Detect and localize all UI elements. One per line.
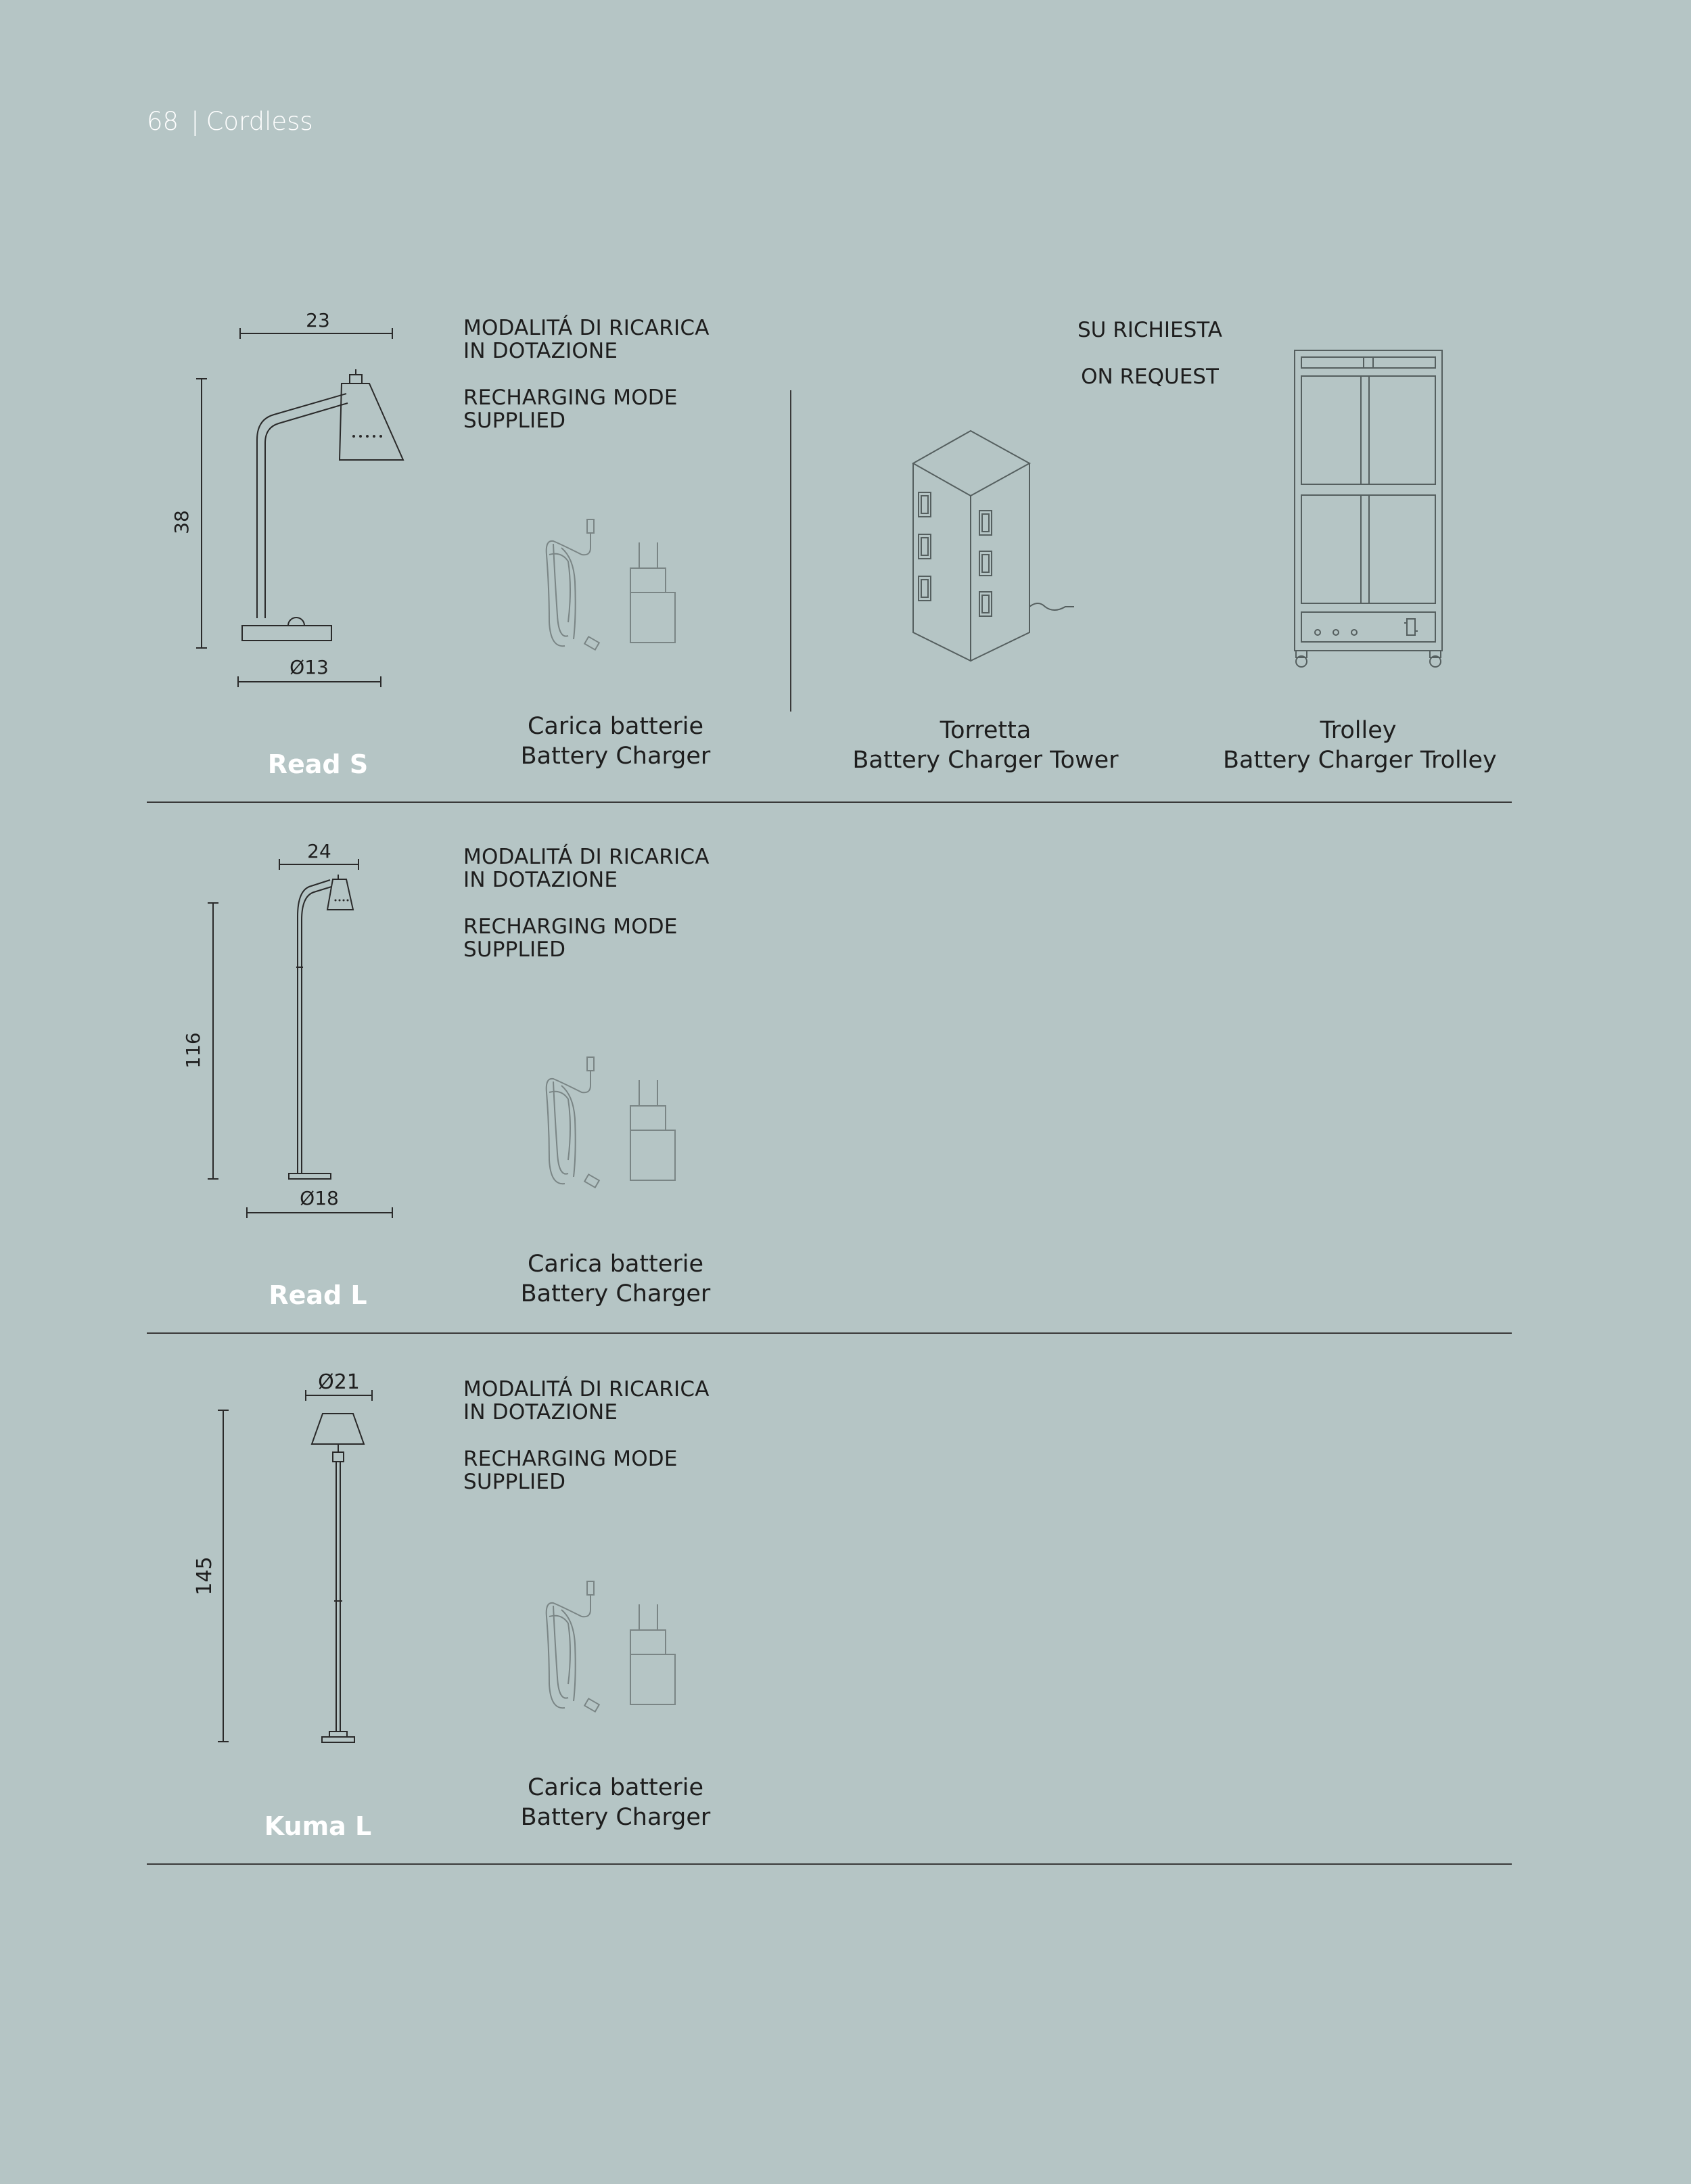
page-header: 68 | Cordless — [147, 107, 313, 136]
product-name-kuma-l: Kuma L — [264, 1811, 372, 1841]
charger-trolley-drawing — [1285, 345, 1454, 670]
row-divider — [147, 1863, 1512, 1865]
read-l-height: 116 — [182, 1032, 204, 1069]
recharge-mode-label: MODALITÁ DI RICARICA IN DOTAZIONE RECHARGING MODE SUPPLIED — [463, 316, 710, 433]
charger-caption: Carica batterie Battery Charger — [520, 1251, 711, 1307]
read-l-base: Ø18 — [300, 1187, 339, 1209]
row-divider — [147, 801, 1512, 803]
row-divider — [147, 1332, 1512, 1334]
kuma-l-drawing — [183, 1363, 399, 1755]
charger-tower-drawing — [900, 423, 1075, 666]
kuma-l-width: Ø21 — [318, 1370, 360, 1394]
charger-icon — [534, 514, 690, 663]
divider-vertical — [790, 390, 791, 712]
read-l-width: 24 — [307, 840, 331, 862]
recharge-mode-label: MODALITÁ DI RICARICA IN DOTAZIONE RECHARGING MODE SUPPLIED — [463, 1377, 710, 1494]
read-s-width: 23 — [306, 309, 330, 331]
on-request-it: SU RICHIESTA — [1077, 318, 1222, 342]
tower-caption: Torretta Battery Charger Tower — [852, 717, 1119, 774]
charger-caption: Carica batterie Battery Charger — [520, 1774, 711, 1831]
charger-caption: Carica batterie Battery Charger — [520, 713, 711, 770]
read-s-drawing — [156, 304, 426, 697]
on-request-en: ON REQUEST — [1081, 365, 1219, 389]
trolley-caption: Trolley Battery Charger Trolley — [1223, 717, 1497, 774]
product-name-read-s: Read S — [267, 749, 369, 779]
section-title: Cordless — [206, 107, 313, 136]
charger-icon — [534, 1052, 690, 1201]
recharge-mode-label: MODALITÁ DI RICARICA IN DOTAZIONE RECHARGING MODE SUPPLIED — [463, 845, 710, 962]
kuma-l-height: 145 — [193, 1556, 216, 1596]
read-l-drawing — [176, 835, 419, 1228]
read-s-height: 38 — [170, 510, 193, 534]
page-number: 68 — [147, 107, 179, 136]
read-s-base: Ø13 — [289, 656, 329, 678]
product-name-read-l: Read L — [269, 1280, 367, 1310]
charger-icon — [534, 1576, 690, 1725]
